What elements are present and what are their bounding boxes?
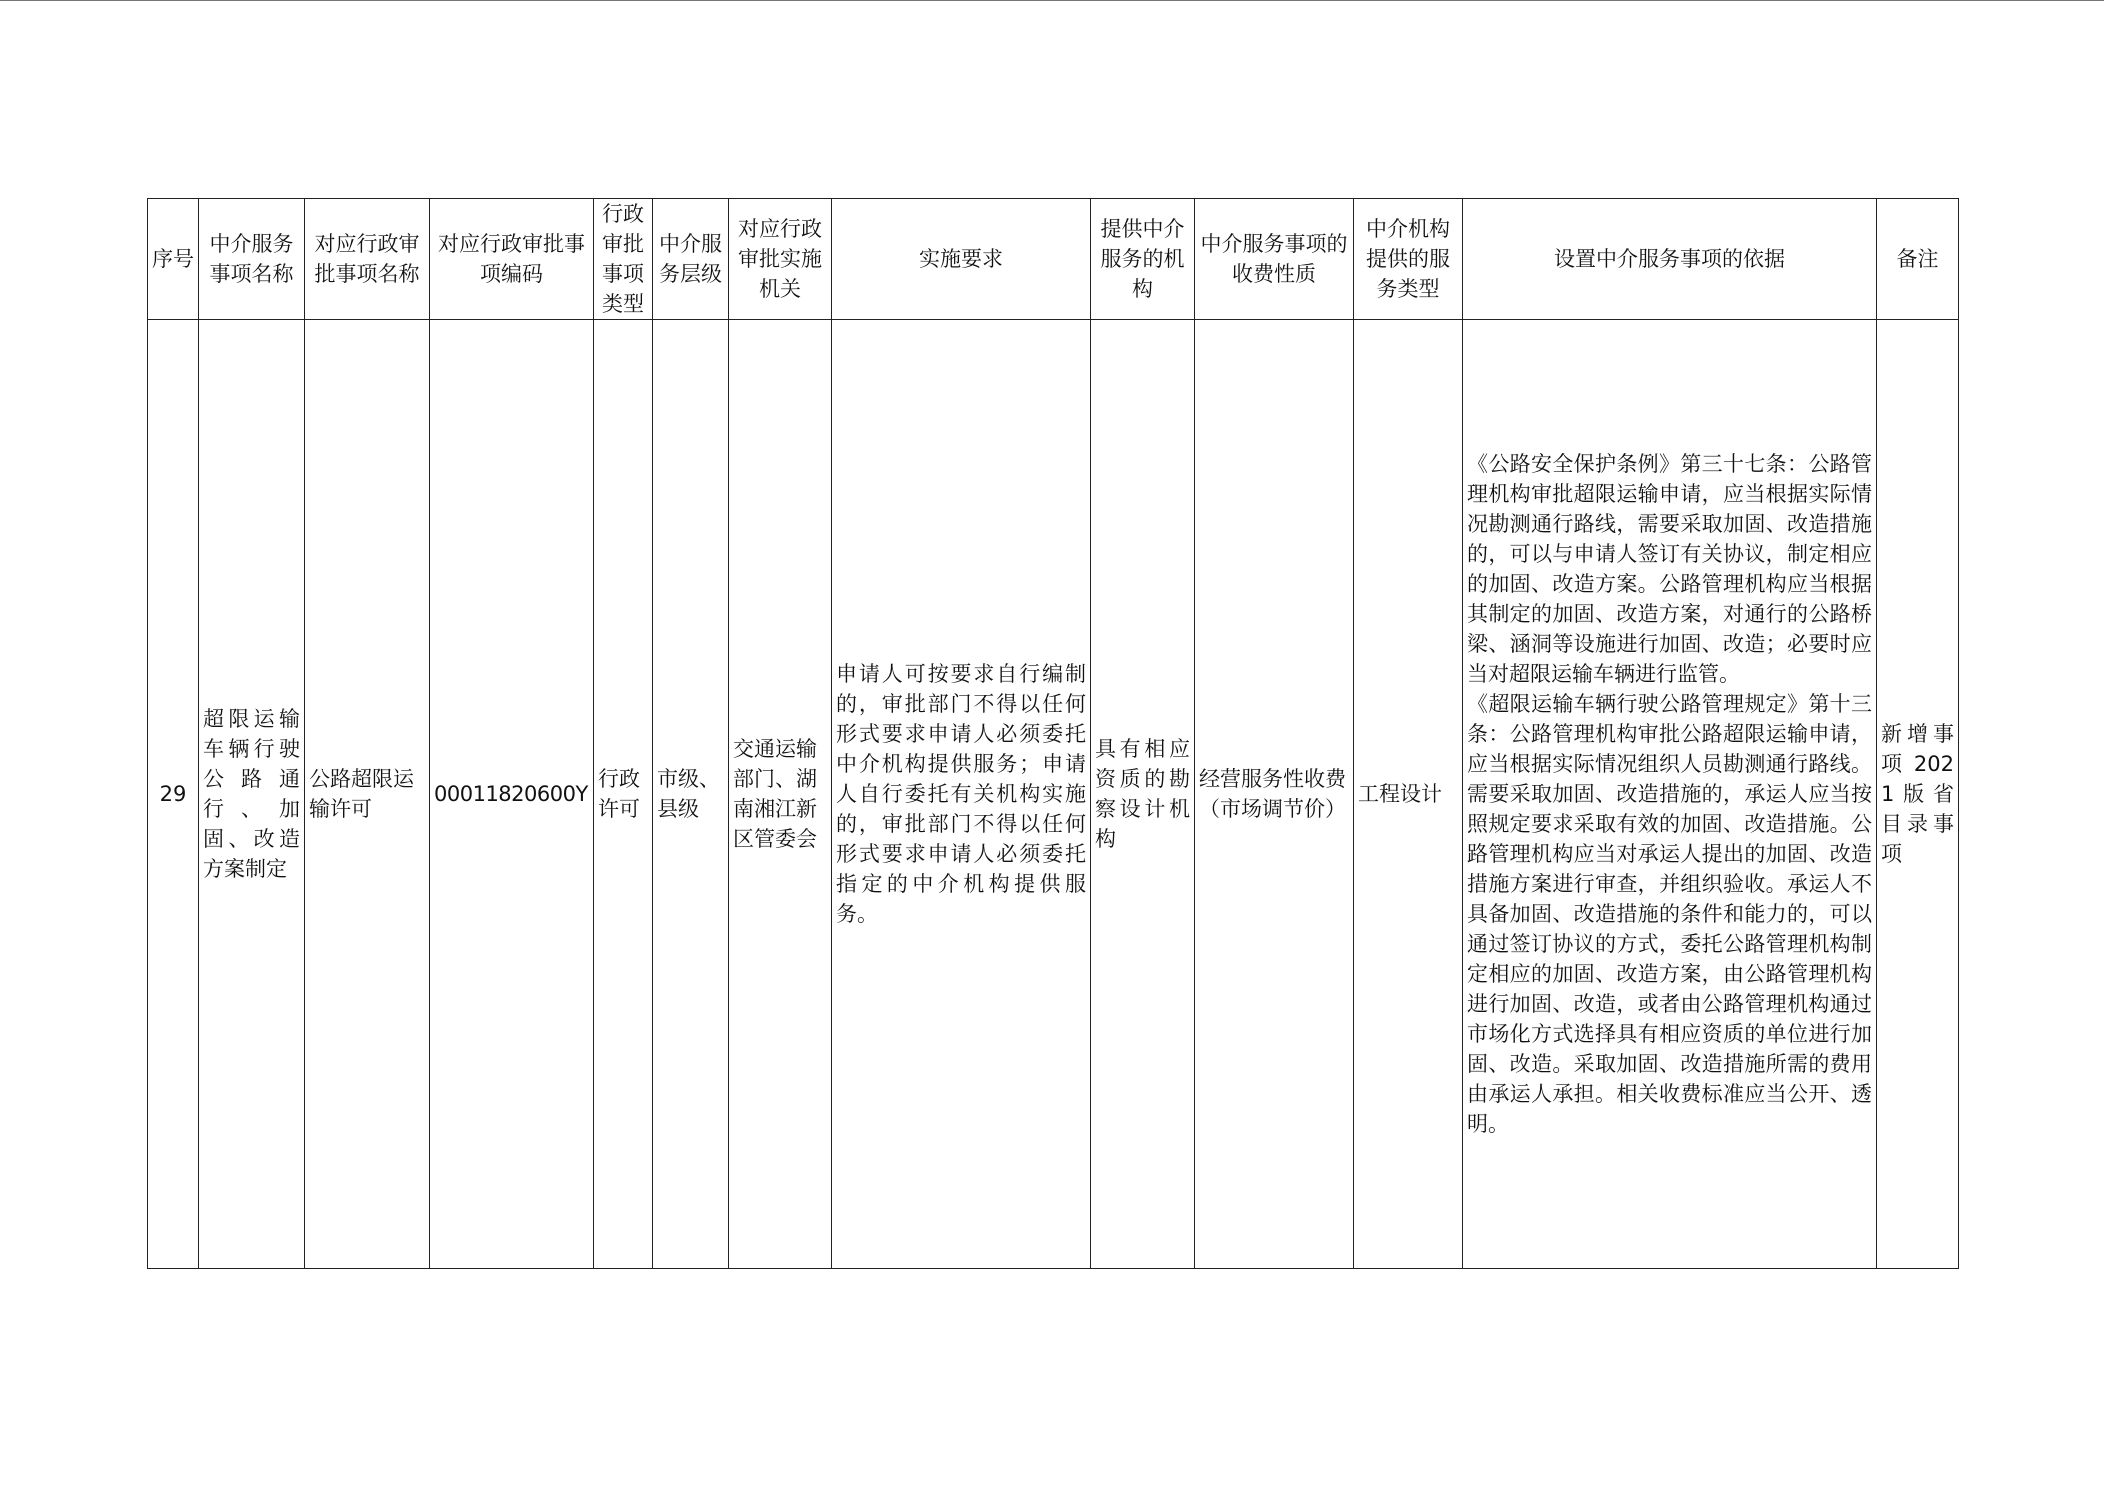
cell-service-type: 工程设计 bbox=[1354, 320, 1463, 1269]
cell-fee-nature: 经营服务性收费（市场调节价） bbox=[1195, 320, 1354, 1269]
cell-provider: 具有相应资质的勘察设计机构 bbox=[1091, 320, 1195, 1269]
table-row bbox=[148, 320, 1959, 1269]
header-approval-type: 行政审批事项类型 bbox=[594, 199, 653, 320]
cell-requirements: 申请人可按要求自行编制的，审批部门不得以任何形式要求申请人必须委托中介机构提供服务；申请人自行委托有关机构实施的，审批部门不得以任何形式要求申请人必须委托指定的中介机构提供服务。 bbox=[832, 320, 1091, 1269]
header-row bbox=[148, 199, 1959, 320]
header-provider: 提供中介服务的机构 bbox=[1091, 199, 1195, 320]
header-service-name: 中介服务事项名称 bbox=[199, 199, 305, 320]
header-legal-basis: 设置中介服务事项的依据 bbox=[1463, 199, 1877, 320]
cell-remarks: 新增事项2021版省目录事项 bbox=[1877, 320, 1959, 1269]
header-approval-name: 对应行政审批事项名称 bbox=[305, 199, 430, 320]
header-seq: 序号 bbox=[148, 199, 199, 320]
header-requirements: 实施要求 bbox=[832, 199, 1091, 320]
header-fee-nature: 中介服务事项的收费性质 bbox=[1195, 199, 1354, 320]
table-header bbox=[148, 199, 1959, 320]
cell-implementing-agency: 交通运输部门、湖南湘江新区管委会 bbox=[729, 320, 832, 1269]
cell-approval-type: 行政许可 bbox=[594, 320, 653, 1269]
header-approval-code: 对应行政审批事项编码 bbox=[430, 199, 594, 320]
header-service-type: 中介机构提供的服务类型 bbox=[1354, 199, 1463, 320]
header-service-level: 中介服务层级 bbox=[653, 199, 729, 320]
legal-basis-paragraph: 《超限运输车辆行驶公路管理规定》第十三条：公路管理机构审批公路超限运输申请，应当根据实际情况组织人员勘测通行路线。需要采取加固、改造措施的，承运人应当按照规定要求采取有效的加固、改造措施。公路管理机构应当对承运人提出的加固、改造措施方案进行审查，并组织验收。承运人不具备加固、改造措施的条件和能力的，可以通过签订协议的方式，委托公路管理机构制定相应的加固、改造方案，由公路管理机构进行加固、改造，或者由公路管理机构通过市场化方式选择具有相应资质的单位进行加固、改造。采取加固、改造措施所需的费用由承运人承担。相关收费标准应当公开、透明。 bbox=[1467, 692, 1872, 1136]
cell-legal-basis bbox=[1463, 320, 1877, 1269]
cell-approval-name: 公路超限运输许可 bbox=[305, 320, 430, 1269]
table-body bbox=[148, 320, 1959, 1269]
cell-service-name: 超限运输车辆行驶公路通行、加固、改造方案制定 bbox=[199, 320, 305, 1269]
intermediary-service-table bbox=[147, 198, 1959, 1269]
header-implementing-agency: 对应行政审批实施机关 bbox=[729, 199, 832, 320]
cell-service-level: 市级、县级 bbox=[653, 320, 729, 1269]
cell-seq: 29 bbox=[148, 320, 199, 1269]
cell-approval-code: 00011820600Y bbox=[430, 320, 594, 1269]
header-remarks: 备注 bbox=[1877, 199, 1959, 320]
page-top-rule bbox=[0, 0, 2104, 1]
legal-basis-paragraph: 《公路安全保护条例》第三十七条：公路管理机构审批超限运输申请，应当根据实际情况勘测通行路线，需要采取加固、改造措施的，可以与申请人签订有关协议，制定相应的加固、改造方案。公路管理机构应当根据其制定的加固、改造方案，对通行的公路桥梁、涵洞等设施进行加固、改造；必要时应当对超限运输车辆进行监管。 bbox=[1467, 452, 1872, 686]
